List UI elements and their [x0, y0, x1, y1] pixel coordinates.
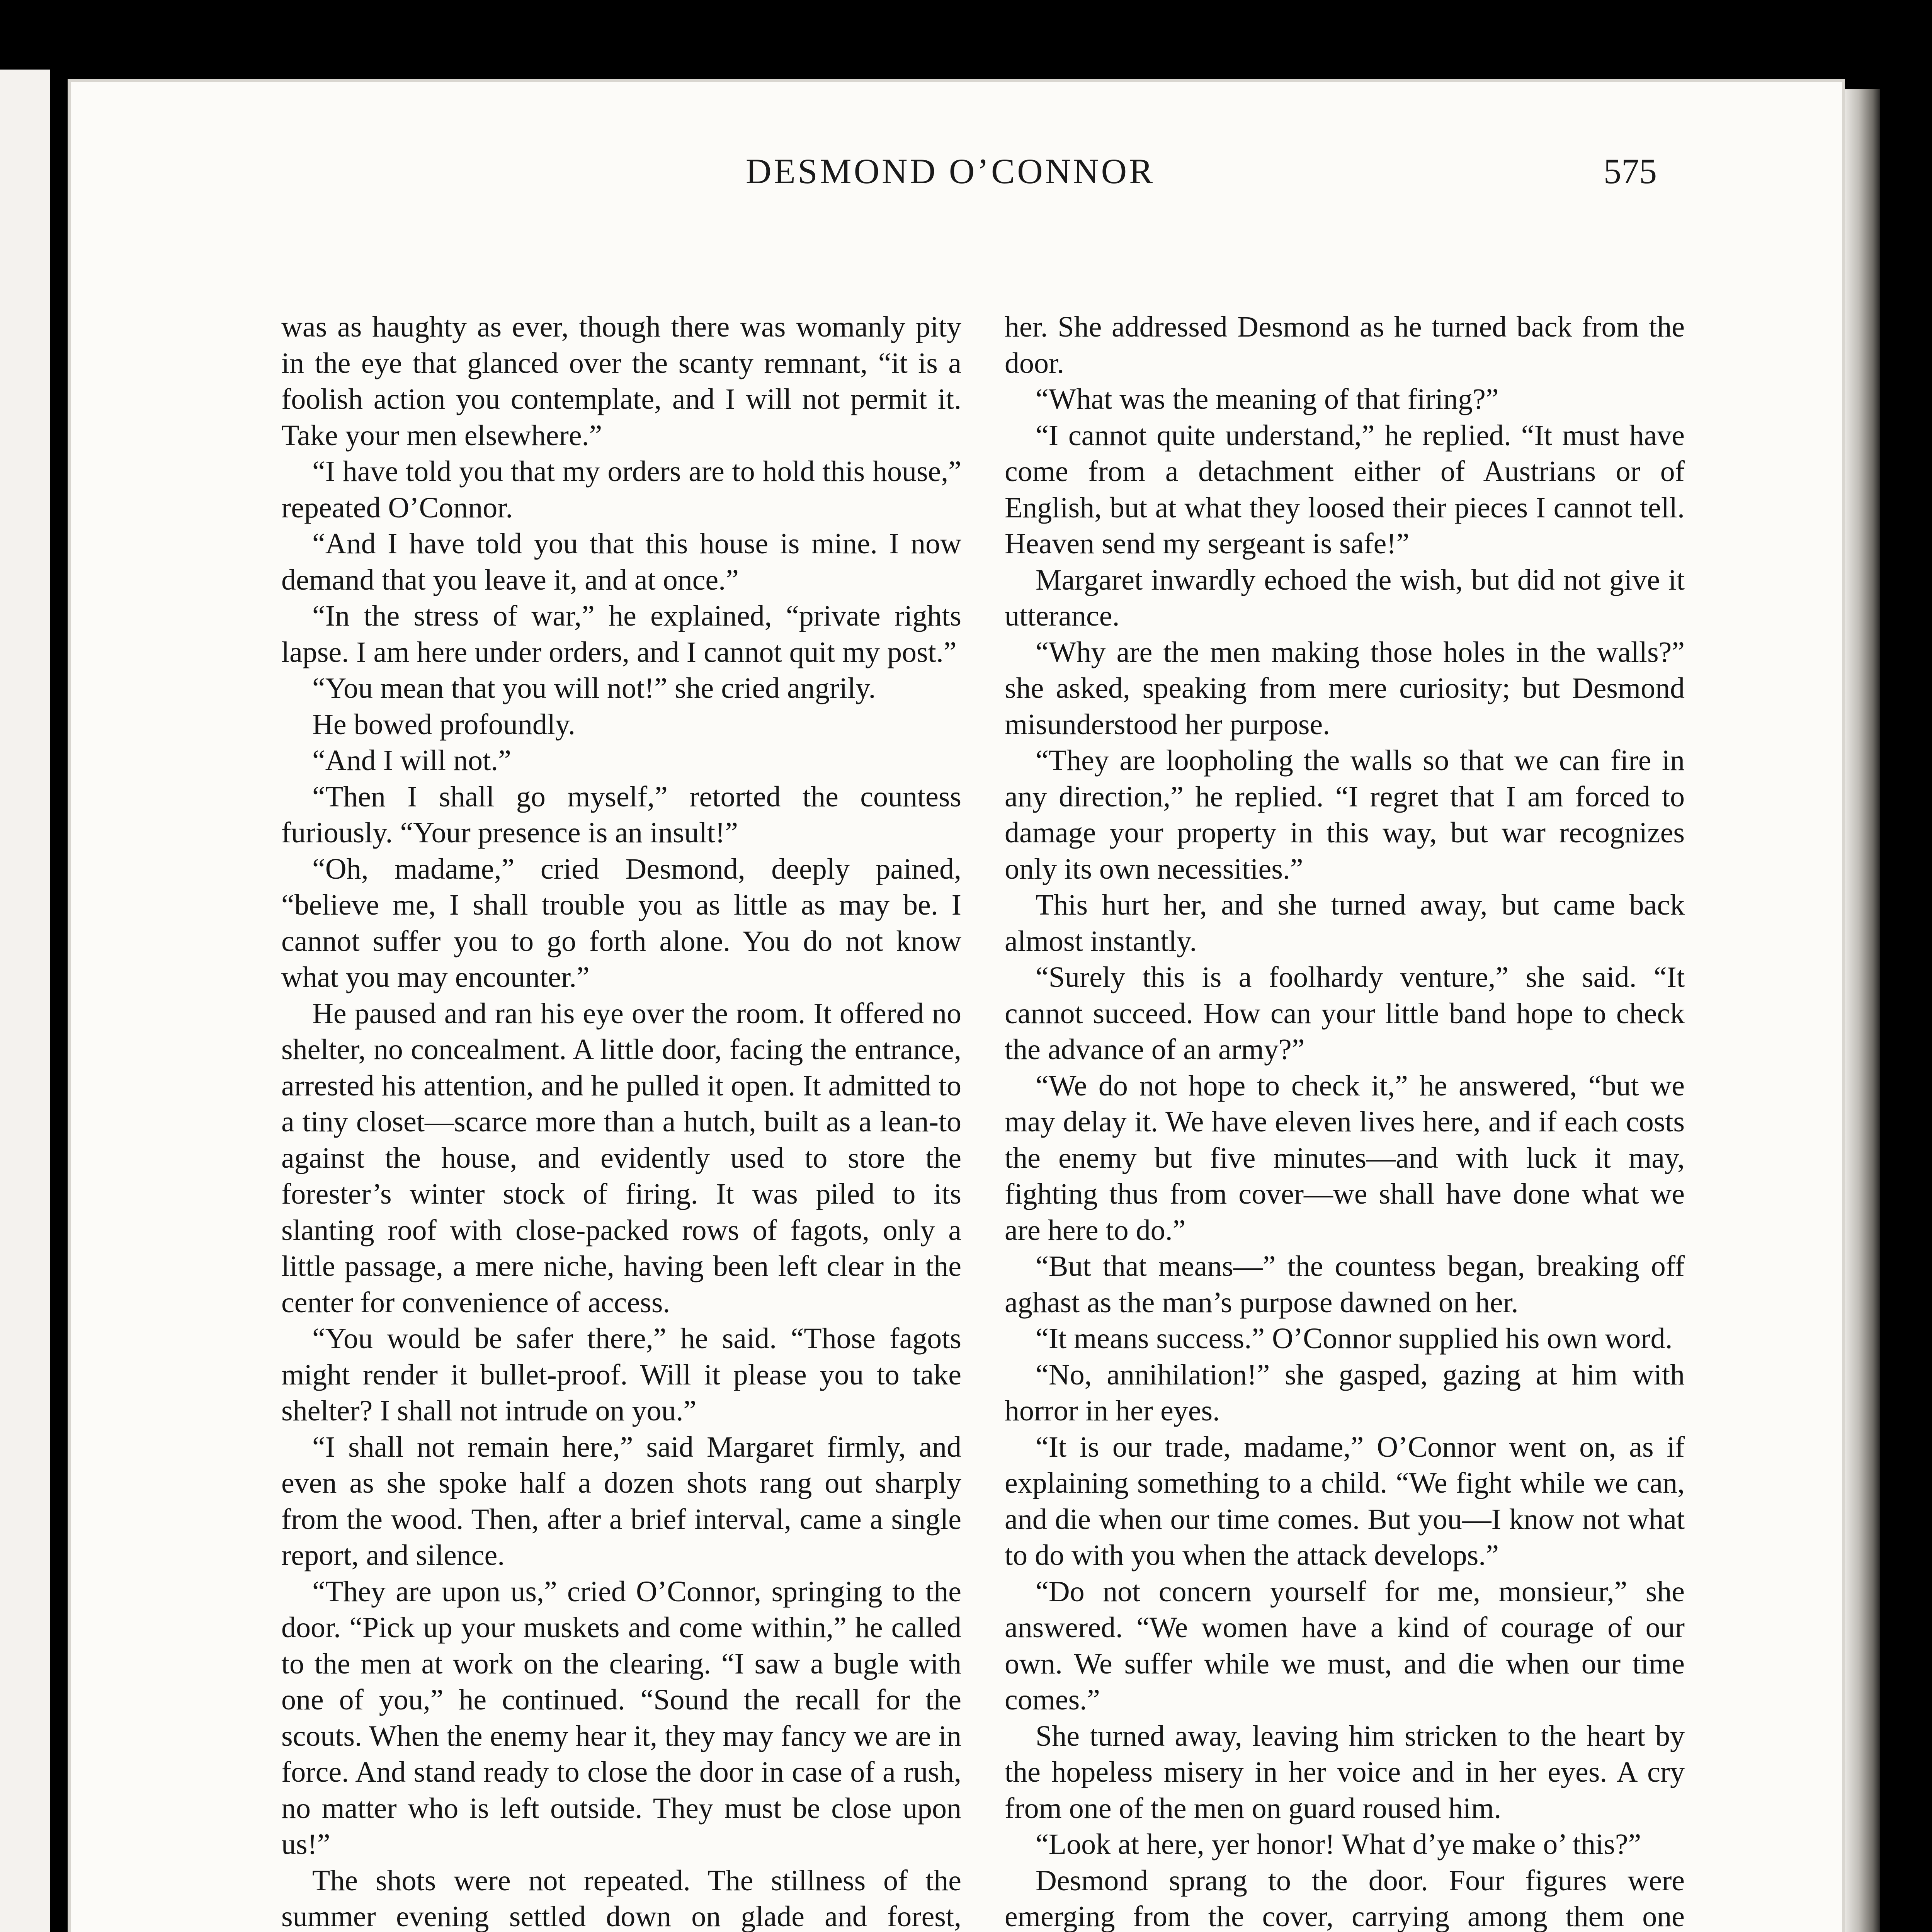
paragraph: “No, annihilation!” she gasped, gazing at him with horror in her eyes. — [1005, 1358, 1685, 1427]
paragraph: “Surely this is a foolhardy venture,” she said. “It cannot succeed. How can your little band hope to check the advance of an army?” — [1005, 961, 1685, 1066]
left-column — [281, 309, 961, 1932]
paragraph: “Look at here, yer honor! What d’ye make o’ this?” — [1036, 1828, 1641, 1861]
right-column — [1005, 309, 1685, 1932]
paragraph: was as haughty as ever, though there was womanly pity in the eye that glanced over the scanty remnant, “it is a foolish action you contemplate, and I will not permit it. Take your men elsewhere.” — [281, 311, 961, 452]
paragraph: “And I will not.” — [312, 744, 512, 777]
paragraph: “You mean that you will not!” she cried angrily. — [312, 672, 876, 704]
paragraph: “Then I shall go myself,” retorted the countess furiously. “Your presence is an insult!” — [281, 780, 961, 849]
paragraph: “Oh, madame,” cried Desmond, deeply pained, “believe me, I shall trouble you as little as may be. I cannot suffer you to go forth alone. You do not know what you may encounter.” — [281, 852, 961, 993]
paragraph: “But that means—” the countess began, breaking off aghast as the man’s purpose dawned on her. — [1005, 1250, 1685, 1319]
paragraph: She turned away, leaving him stricken to the heart by the hopeless misery in her voice and in her eyes. A cry from one of the men on guard roused him. — [1005, 1719, 1685, 1825]
paragraph: “I have told you that my orders are to hold this house,” repeated O’Connor. — [281, 455, 961, 524]
paragraph: “You would be safer there,” he said. “Those fagots might render it bullet-proof. Will it please you to take shelter? I shall not intrude on you.” — [281, 1322, 961, 1427]
paragraph: “In the stress of war,” he explained, “private rights lapse. I am here under orders, and I cannot quit my post.” — [281, 600, 961, 668]
paragraph: Margaret inwardly echoed the wish, but did not give it utterance. — [1005, 563, 1685, 632]
paragraph: He bowed profoundly. — [312, 708, 576, 741]
paragraph: “I cannot quite understand,” he replied. “It must have come from a detachment either of Austrians or of English, but at what they loosed their pieces I cannot tell. Heaven send my sergeant is safe!” — [1005, 419, 1685, 560]
paragraph: “They are upon us,” cried O’Connor, springing to the door. “Pick up your muskets and come within,” he called to the men at work on the clearing. “I saw a bugle with one of you,” he continued. “Sound the recall for the scouts. When the enemy hear it, they may fancy we are in force. And stand ready to close the door in case of a rush, no matter who is left outside. They must be close upon us!” — [281, 1575, 961, 1861]
paragraph: “We do not hope to check it,” he answered, “but we may delay it. We have eleven lives here, and if each costs the enemy but five minutes—and with luck it may, fighting thus from cover—we shall have done what we are here to do.” — [1005, 1069, 1685, 1247]
previous-page-edge — [0, 70, 50, 1932]
paragraph: “What was the meaning of that firing?” — [1036, 383, 1499, 415]
page-number: 575 — [1604, 151, 1657, 191]
paragraph: “Do not concern yourself for me, monsieur,” she answered. “We women have a kind of courage of our own. We suffer while we must, and die when our time comes.” — [1005, 1575, 1685, 1716]
paragraph: “It is our trade, madame,” O’Connor went on, as if explaining something to a child. “We fight while we can, and die when our time comes. But you—I know not what to do with you when the attack develops.” — [1005, 1430, 1685, 1571]
paragraph: “They are loopholing the walls so that we can fire in any direction,” he replied. “I regret that I am forced to damage your property in this way, but war recognizes only its own necessities.” — [1005, 744, 1685, 885]
paragraph: This hurt her, and she turned away, but came back almost instantly. — [1005, 889, 1685, 957]
paragraph: “And I have told you that this house is mine. I now demand that you leave it, and at once.” — [281, 527, 961, 596]
running-head: DESMOND O’CONNOR — [746, 151, 1155, 191]
paragraph: her. She addressed Desmond as he turned back from the door. — [1005, 311, 1685, 379]
paragraph: He paused and ran his eye over the room. It offered no shelter, no concealment. A little door, facing the entrance, arrested his attention, and he pulled it open. It admitted to a tiny closet—scarce more than a hutch, built as a lean-to against the house, and evidently used to store the forester’s winter stock of firing. It was piled to its slanting roof with close-packed rows of fagots, only a little passage, a mere niche, having been left clear in the center for convenience of access. — [281, 997, 961, 1319]
paragraph: “It means success.” O’Connor supplied his own word. — [1036, 1322, 1673, 1355]
paragraph: “Why are the men making those holes in the walls?” she asked, speaking from mere curiosity; but Desmond misunderstood her purpose. — [1005, 636, 1685, 741]
paragraph: Desmond sprang to the door. Four figures were emerging from the cover, carrying among them one — [1005, 1864, 1685, 1932]
paragraph: The shots were not repeated. The stillness of the summer evening settled down on glade and forest, — [281, 1864, 961, 1932]
paragraph: “I shall not remain here,” said Margaret firmly, and even as she spoke half a dozen shots rang out sharply from the wood. Then, after a brief interval, came a single report, and silence. — [281, 1430, 961, 1571]
page-stack-edge — [1845, 89, 1880, 1932]
